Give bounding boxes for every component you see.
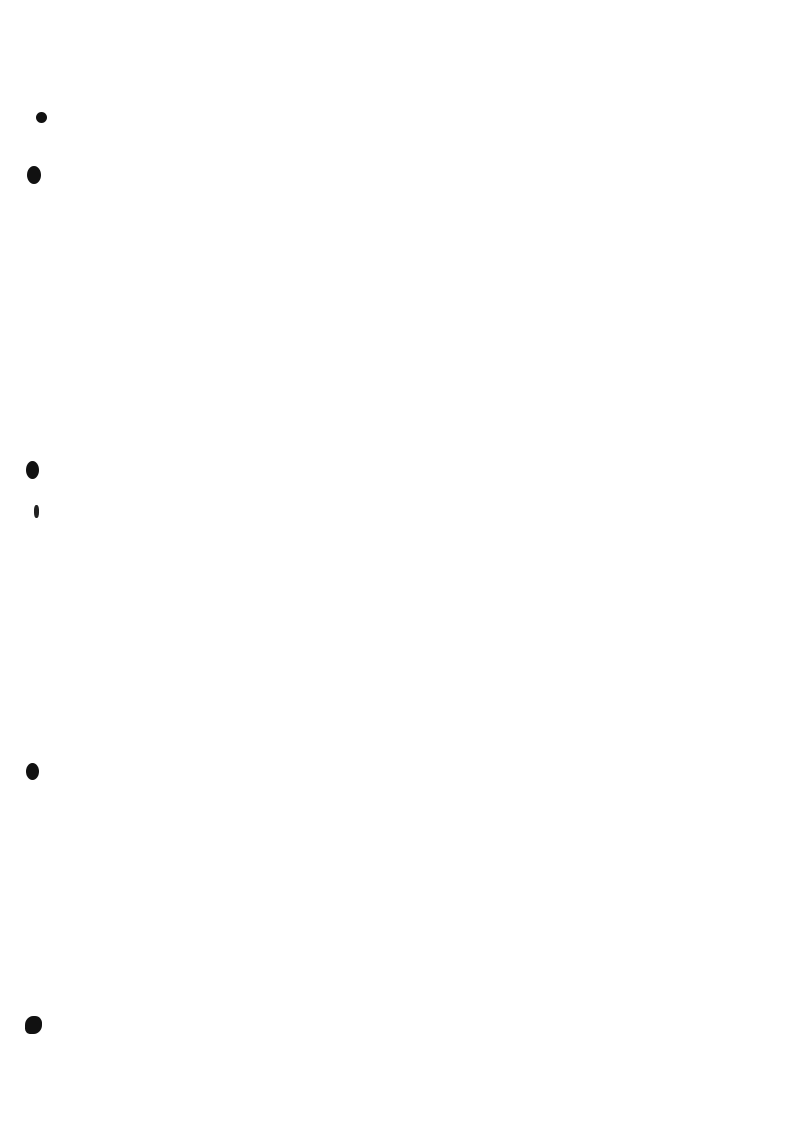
- binder-hole-2: [27, 166, 41, 184]
- binder-hole-5: [25, 1016, 42, 1034]
- binder-hole-1: [36, 112, 47, 123]
- binder-hole-3: [26, 461, 39, 479]
- binder-hole-4: [26, 763, 39, 780]
- scan-speck: [34, 505, 39, 518]
